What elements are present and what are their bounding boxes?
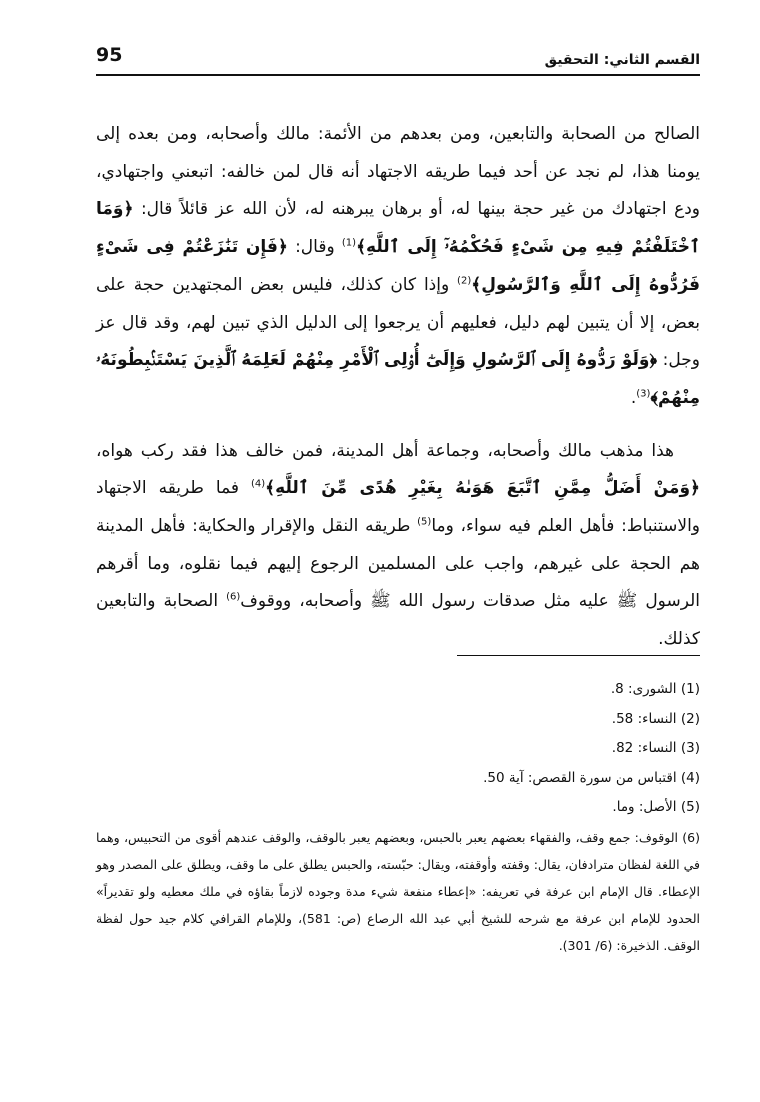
text-span: الصحابة والتابعين كذلك.	[96, 591, 700, 650]
running-head: القسم الثاني: التحقيق	[544, 52, 700, 68]
footnote-4: (4) اقتباس من سورة القصص: آية 50.	[483, 769, 700, 786]
text-span: طريقه النقل والإقرار والحكاية: فأهل المدينة هم الحجة على غيرهم، واجب على المسلمين الرجوع إليهم فيما نقلوه، وما أقرهم الرسول ﷺ عليه مثل صدقات رسول الله ﷺ وأصحابه، ووقوف	[96, 516, 700, 612]
footnote-1: (1) الشورى: 8.	[610, 681, 700, 697]
paragraph-1	[96, 116, 700, 418]
quran-quote-3: ﴿وَلَوْ رَدُّوهُ إِلَى ٱلرَّسُولِ وَإِلَىٰٓ أُو۟لِى ٱلْأَمْرِ مِنْهُمْ لَعَلِمَهُ ٱلَّذِينَ يَسْتَنۢبِطُونَهُۥ مِنْهُمْ﴾	[96, 350, 700, 408]
footnote-ref-2: (2)	[457, 275, 472, 287]
footnote-ref-1: (1)	[341, 237, 357, 249]
page-number: 95	[96, 44, 123, 66]
footnote-ref-6: (6)	[226, 591, 241, 603]
quran-quote-4: ﴿وَمَنْ أَضَلُّ مِمَّنِ ٱتَّبَعَ هَوَىٰهُ بِغَيْرِ هُدًى مِّنَ ٱللَّهِ﴾	[265, 478, 700, 499]
paragraph-2	[96, 433, 700, 659]
main-text	[96, 116, 700, 659]
footnote-divider	[457, 655, 700, 656]
text-span: .	[630, 387, 637, 408]
footnote-ref-3: (3)	[636, 388, 651, 400]
footnote-5: (5) الأصل: وما.	[612, 799, 700, 816]
footnote-2: (2) النساء: 58.	[611, 710, 700, 727]
quran-quote-2: ﴿فَإِن تَنَٰزَعْتُمْ فِى شَىْءٍ فَرُدُّوهُ إِلَى ٱللَّهِ وَٱلرَّسُولِ﴾	[96, 237, 700, 295]
text-span: فما طريقه الاجتهاد والاستنباط: فأهل العلم فيه سواء، وما	[96, 478, 701, 537]
text-span: الصالح من الصحابة والتابعين، ومن بعدهم من الأئمة: مالك وأصحابه، ومن بعده إلى يومنا هذا، لم نجد عن أحد فيما طريقه الاجتهاد أنه قال لمن خالفه: اتبعني واجتهادي، ودع اجتهادك من غير حجة بينها له، أو برهان يبرهنه له، لأن الله عز قائلاً قال:	[96, 124, 700, 220]
page-header	[96, 44, 700, 76]
footnote-6: (6) الوقوف: جمع وقف، والفقهاء بعضهم يعبر بالحبس، وبعضهم يعبر بالوقف، والوقف عندهم أقوى من التحبيس، وهما في اللغة لفظان مترادفان، يقال: وقفته وأوقفته، ويقال: حبّسته، والحبس يطلق على ما وقف، ويطلق على المصدر وهو الإعطاء. قال الإمام ابن عرفة في تعريفه: «إعطاء منفعة شيء مدة وجوده لازماً بقاؤه في ملك معطيه ولو تقديراً» الحدود للإمام ابن عرفة مع شرحه للشيخ أبي عبد الله الرصاع (ص: 581)، وللإمام القرافي كلام جيد حول لفظة الوقف. الذخيرة: (6/ 301).	[96, 829, 700, 953]
footnote-ref-4: (4)	[250, 478, 266, 490]
quran-quote-1: ﴿وَمَا ٱخْتَلَفْتُمْ فِيهِ مِن شَىْءٍ فَحُكْمُهُۥٓ إِلَى ٱللَّهِ﴾	[96, 199, 700, 258]
text-span: وقال:	[287, 237, 342, 258]
footnote-ref-5: (5)	[417, 516, 432, 528]
text-span: هذا مذهب مالك وأصحابه، وجماعة أهل المدينة، فمن خالف هذا فقد ركب هواه،	[96, 440, 674, 461]
footnotes	[96, 675, 700, 959]
text-span: وإذا كان كذلك، فليس بعض المجتهدين حجة على بعض، إلا أن يتبين لهم دليل، فعليهم أن يرجعوا إلى الدليل الذي تبين لهم، وقد قال عز وجل:	[96, 274, 700, 371]
footnote-3: (3) النساء: 82.	[611, 740, 700, 757]
